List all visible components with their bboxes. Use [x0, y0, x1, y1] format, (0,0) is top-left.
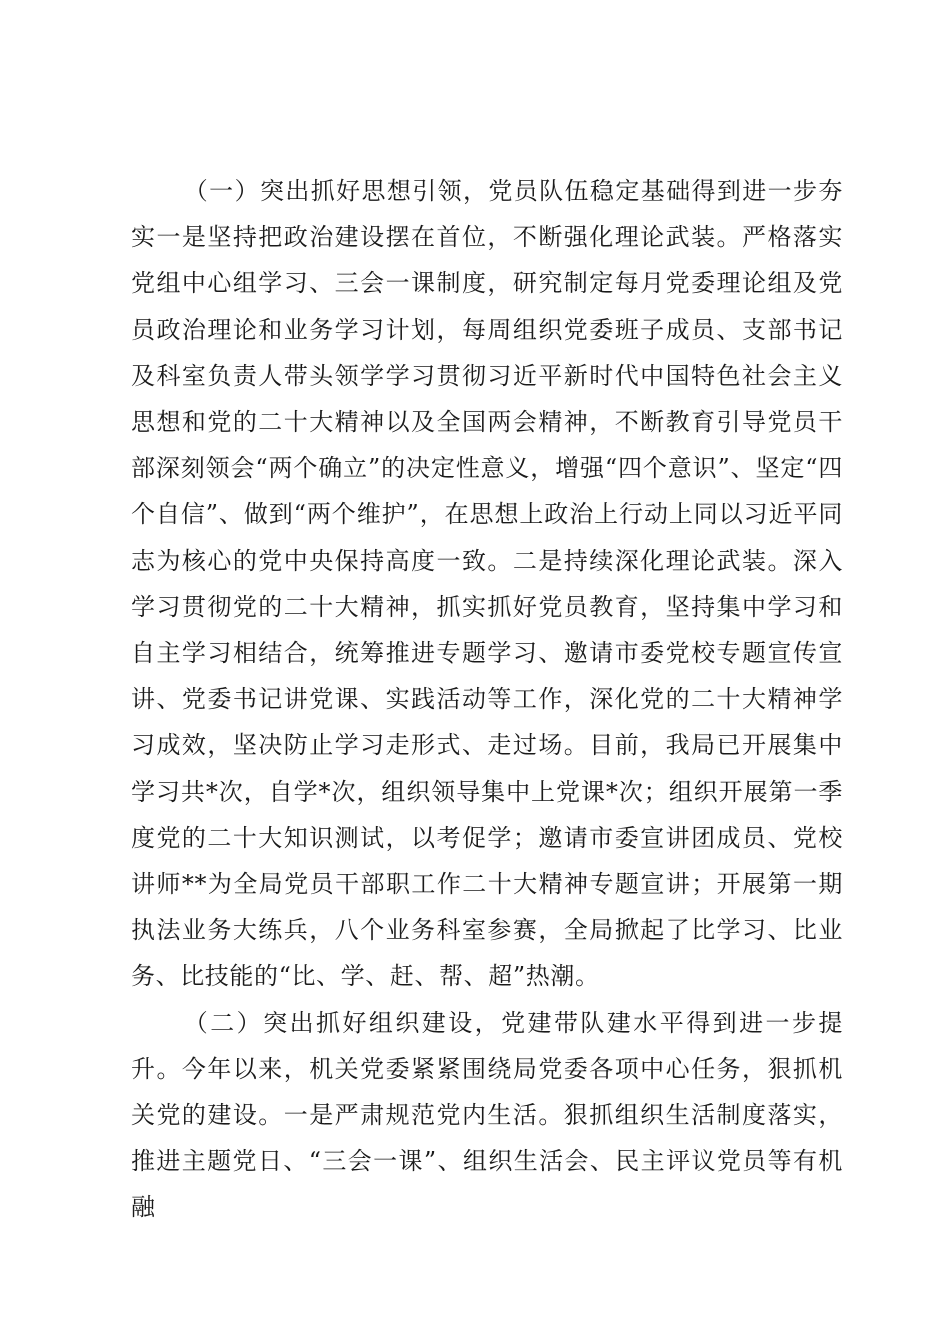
section-two-text: 今年以来，机关党委紧紧围绕局党委各项中心任务，狠抓机关党的建设。一是严肃规范党内生活。狠抓组织生活制度落实，推进主题党日、“三会一课”、组织生活会、民主评议党员等有机融 — [131, 1054, 843, 1222]
document-body — [131, 168, 843, 1231]
section-one-paragraph — [131, 168, 843, 1000]
section-two-paragraph — [131, 1000, 843, 1231]
section-one-heading: （一）突出抓好思想引领，党员队伍稳定基础得到进一步夯实 — [131, 177, 843, 252]
section-one-text: 一是坚持把政治建设摆在首位，不断强化理论武装。严格落实党组中心组学习、三会一课制度，研究制定每月党委理论组及党员政治理论和业务学习计划，每周组织党委班子成员、支部书记及科室负责人带头领学学习贯彻习近平新时代中国特色社会主义思想和党的二十大精神以及全国两会精神，不断教育引导党员干部深刻领会“两个确立”的决定性意义，增强“四个意识”、坚定“四个自信”、做到“两个维护”，在思想上政治上行动上同以习近平同志为核心的党中央保持高度一致。二是持续深化理论武装。深入学习贯彻党的二十大精神，抓实抓好党员教育，坚持集中学习和自主学习相结合，统筹推进专题学习、邀请市委党校专题宣传宣讲、党委书记讲党课、实践活动等工作，深化党的二十大精神学习成效，坚决防止学习走形式、走过场。目前，我局已开展集中学习共*次，自学*次，组织领导集中上党课*次；组织开展第一季度党的二十大知识测试，以考促学；邀请市委宣讲团成员、党校讲师**为全局党员干部职工作二十大精神专题宣讲；开展第一期执法业务大练兵，八个业务科室参赛，全局掀起了比学习、比业务、比技能的“比、学、赶、帮、超”热潮。 — [131, 223, 843, 991]
section-two-heading: （二）突出抓好组织建设，党建带队建水平得到进一步提升。 — [131, 1008, 843, 1083]
